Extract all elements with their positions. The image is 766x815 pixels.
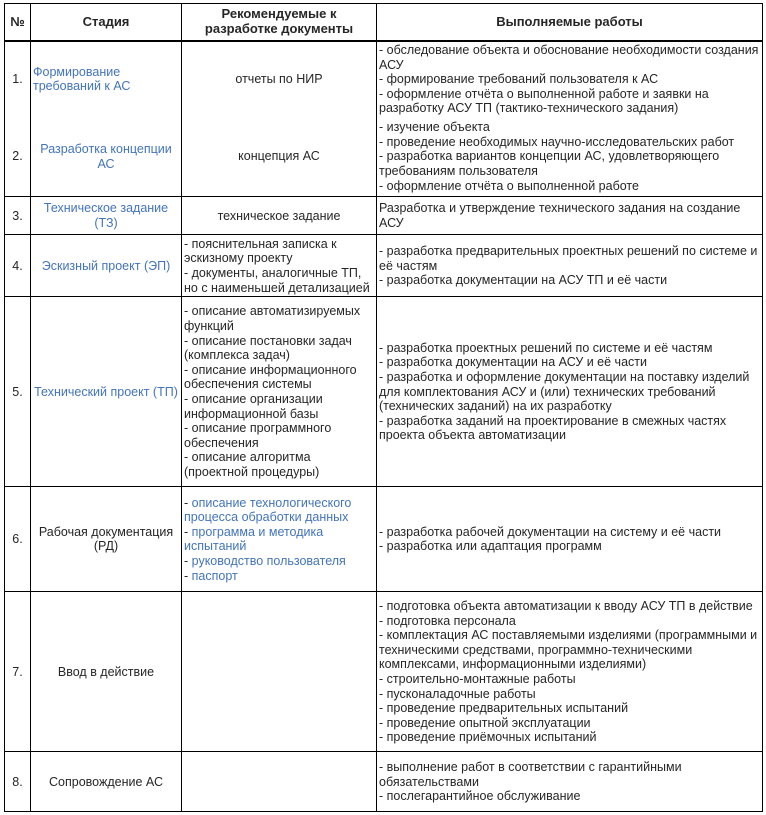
bullet-dash: -: [184, 304, 192, 319]
documents-cell: [182, 752, 377, 812]
work-item: - оформление отчёта о выполненной работе и заявки на разработку АСУ ТП (тактико-технического задания): [379, 86, 709, 116]
work-item: - разработка или адаптация программ: [379, 539, 602, 554]
row-number: 3.: [5, 197, 31, 235]
work-item: - разработка рабочей документации на систему и её части: [379, 524, 722, 539]
document-item: [184, 304, 374, 333]
document-label: описание постановки задач (комплекса задач): [184, 333, 352, 363]
work-item: - разработка проектных решений по системе и её частям: [379, 340, 713, 355]
bullet-dash: -: [184, 568, 192, 583]
stage-label: Сопровождение АС: [49, 774, 163, 789]
stage-link[interactable]: Эскизный проект (ЭП): [41, 258, 171, 273]
documents-cell: [182, 235, 377, 297]
work-item: - разработка документации на АСУ ТП и её части: [379, 273, 668, 288]
table-row: [5, 592, 763, 752]
work-item: - оформление отчёта о выполненной работе: [379, 178, 639, 193]
document-item: [184, 392, 374, 421]
work-item: - строительно-монтажные работы: [379, 671, 576, 686]
work-item: - разработка документации на АСУ и её части: [379, 355, 647, 370]
document-item: [184, 334, 374, 363]
stage-cell: [31, 41, 182, 117]
bullet-dash: -: [184, 265, 192, 280]
stage-cell: [31, 487, 182, 592]
works-cell: [377, 41, 763, 117]
header-row: [5, 4, 763, 42]
work-item: - проведение опытной эксплуатации: [379, 715, 591, 730]
document-label: концепция АС: [238, 149, 320, 164]
stage-cell: [31, 117, 182, 197]
bullet-dash: -: [184, 450, 192, 465]
documents-cell: [182, 297, 377, 487]
document-item: [184, 569, 374, 584]
column-header-works: Выполняемые работы: [377, 4, 763, 42]
work-item: - подготовка персонала: [379, 613, 516, 628]
document-item: [184, 450, 374, 479]
stage-cell: [31, 297, 182, 487]
works-cell: [377, 487, 763, 592]
work-item: - пусконаладочные работы: [379, 686, 536, 701]
stage-link[interactable]: Формирование требований к АС: [33, 64, 131, 94]
document-item: [184, 72, 374, 87]
documents-cell: [182, 592, 377, 752]
document-item: [184, 554, 374, 569]
document-label: документы, аналогичные ТП, но с наименьшей детализацией: [184, 265, 370, 295]
bullet-dash: -: [184, 554, 192, 569]
table-row: [5, 117, 763, 197]
document-link[interactable]: паспорт: [191, 568, 238, 583]
document-item: [184, 421, 374, 450]
work-item: - разработка вариантов концепции АС, удовлетворяющего требованиям пользователя: [379, 149, 720, 179]
document-link[interactable]: описание технологического процесса обработки данных: [184, 495, 352, 525]
document-item: [184, 237, 374, 266]
works-cell: [377, 117, 763, 197]
documents-cell: [182, 117, 377, 197]
work-item: - проведение предварительных испытаний: [379, 701, 629, 716]
row-number: 2.: [5, 117, 31, 197]
work-item: - формирование требований пользователя к АС: [379, 72, 659, 87]
column-header-stage: Стадия: [31, 4, 182, 42]
works-cell: [377, 297, 763, 487]
bullet-dash: -: [184, 524, 192, 539]
document-link[interactable]: руководство пользователя: [191, 554, 346, 569]
stage-cell: [31, 752, 182, 812]
stages-table: [4, 3, 763, 812]
bullet-dash: -: [184, 421, 192, 436]
row-number: 8.: [5, 752, 31, 812]
stage-cell: [31, 197, 182, 235]
work-item: - обследование объекта и обоснование необходимости создания АСУ: [379, 43, 759, 72]
stage-link[interactable]: Разработка концепции АС: [40, 142, 172, 171]
work-item: - разработка предварительных проектных решений по системе и её частям: [379, 244, 758, 273]
work-item: - изучение объекта: [379, 120, 490, 135]
row-number: 1.: [5, 41, 31, 117]
documents-cell: [182, 197, 377, 235]
document-label: техническое задание: [217, 208, 341, 223]
column-header-number: №: [5, 4, 31, 42]
document-label: пояснительная записка к эскизному проекту: [184, 236, 337, 266]
row-number: 7.: [5, 592, 31, 752]
work-item: - разработка и оформление документации на поставку изделий для комплектования АСУ и (или) технических требований (технических заданий) на их разработку: [379, 370, 750, 414]
document-label: описание информационного обеспечения системы: [184, 362, 357, 392]
table-row: [5, 487, 763, 592]
works-cell: [377, 752, 763, 812]
table-body: [5, 41, 763, 812]
document-link[interactable]: программа и методика испытаний: [184, 524, 324, 554]
work-item: - выполнение работ в соответствии с гарантийными обязательствами: [379, 760, 682, 789]
column-header-documents: Рекомендуемые к разработке документы: [182, 4, 377, 42]
bullet-dash: -: [184, 362, 192, 377]
work-item: - проведение необходимых научно-исследовательских работ: [379, 134, 735, 149]
document-label: описание алгоритма (проектной процедуры): [184, 450, 320, 479]
document-item: [184, 525, 374, 554]
stage-label: Ввод в действие: [57, 664, 155, 679]
work-item: - разработка заданий на проектирование в смежных частях проекта объекта автоматизации: [379, 413, 727, 443]
works-cell: [377, 235, 763, 297]
table-row: [5, 41, 763, 117]
bullet-dash: -: [184, 495, 192, 510]
work-item: Разработка и утверждение технического задания на создание АСУ: [379, 201, 741, 230]
document-label: описание программного обеспечения: [184, 421, 332, 450]
row-number: 5.: [5, 297, 31, 487]
table-row: [5, 235, 763, 297]
row-number: 4.: [5, 235, 31, 297]
table-row: [5, 197, 763, 235]
document-label: описание организации информационной базы: [184, 391, 323, 421]
work-item: - проведение приёмочных испытаний: [379, 730, 597, 745]
stage-cell: [31, 592, 182, 752]
row-number: 6.: [5, 487, 31, 592]
stage-label: Рабочая документация (РД): [38, 524, 174, 554]
works-cell: [377, 592, 763, 752]
documents-cell: [182, 41, 377, 117]
document-label: отчеты по НИР: [235, 72, 323, 87]
document-item: [184, 149, 374, 164]
documents-cell: [182, 487, 377, 592]
work-item: - подготовка объекта автоматизации к вводу АСУ ТП в действие: [379, 599, 753, 613]
stage-link[interactable]: Техническое задание (ТЗ): [43, 201, 169, 230]
bullet-dash: -: [184, 333, 192, 348]
document-item: [184, 266, 374, 295]
work-item: - комплектация АС поставляемыми изделиями (программными и техническими средствами, программно-техническими комплексами, информационными изделиями): [379, 628, 758, 672]
document-item: [184, 209, 374, 224]
stage-cell: [31, 235, 182, 297]
table-row: [5, 752, 763, 812]
bullet-dash: -: [184, 391, 192, 406]
work-item: - послегарантийное обслуживание: [379, 789, 581, 804]
table-row: [5, 297, 763, 487]
table-header: [5, 4, 763, 42]
stage-link[interactable]: Технический проект (ТП): [34, 384, 178, 399]
bullet-dash: -: [184, 236, 192, 251]
document-item: [184, 363, 374, 392]
works-cell: [377, 197, 763, 235]
document-item: [184, 496, 374, 525]
document-label: описание автоматизируемых функций: [184, 304, 361, 333]
